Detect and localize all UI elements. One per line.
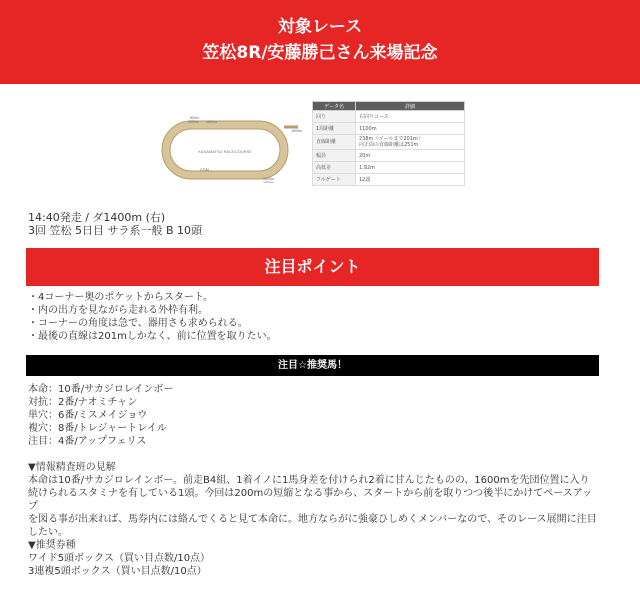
analysis-line: 続けられるスタミナを有している1頭。今回は200mの短縮となる事から、スタートから前を取りつつ後半にかけてペースアップ bbox=[28, 488, 592, 512]
points-list bbox=[28, 291, 277, 343]
ticket-item: 3連複5頭ボックス（買い目点数/10点） bbox=[28, 566, 207, 577]
analysis-line: したい。 bbox=[28, 527, 68, 538]
course-data-header-key: データ名 bbox=[313, 102, 356, 111]
analysis-line: 本命は10番/サカジロレインボー。前走B4組、1着イノに1馬身差を付けられ2着に甘んじたものの、1600mを先団位置に入り bbox=[28, 475, 590, 486]
header-title-line1: 対象レース bbox=[277, 17, 363, 37]
course-data-row bbox=[313, 135, 465, 150]
analysis-line: を図る事が出来れば、馬券内には絡んでくると見て本命に。地方ならがに強豪ひしめくメンバーなので、そのレース展開に注目 bbox=[28, 514, 597, 525]
course-label-goal: GOAL bbox=[200, 168, 210, 172]
course-data-key: 幅員 bbox=[313, 150, 356, 162]
race-info bbox=[28, 211, 202, 237]
course-data-value: 20m bbox=[356, 150, 465, 162]
course-label-2500: 2500m bbox=[263, 181, 274, 183]
course-data-header-row bbox=[313, 102, 465, 111]
points-list-item: ・内の出方を見ながら走れる外枠有利。 bbox=[28, 305, 208, 316]
course-map bbox=[160, 105, 302, 183]
course-data-row bbox=[313, 162, 465, 174]
course-data-value bbox=[356, 135, 465, 150]
pick-fukuana: 複穴：8番/トレジャートレイル bbox=[28, 423, 167, 434]
course-data-value: 1.92m bbox=[356, 162, 465, 174]
course-data-table bbox=[312, 101, 465, 186]
course-data-value-line: 向正面の直線距離は251m bbox=[359, 142, 419, 148]
points-list-item: ・4コーナー奥のポケットからスタート。 bbox=[28, 292, 213, 303]
analysis-body bbox=[28, 474, 600, 539]
course-label-1800: 1800m bbox=[206, 120, 217, 124]
pick-honmei: 本命：10番/サカジロレインボー bbox=[28, 384, 174, 395]
course-label-800: 800m bbox=[190, 116, 199, 120]
points-list-item: ・最後の直線は201mしかなく、前に位置を取りたい。 bbox=[28, 331, 277, 342]
pick-taikou: 対抗：2番/ナオミチャン bbox=[28, 397, 138, 408]
course-data-key: 回り bbox=[313, 111, 356, 123]
points-list-item: ・コーナーの角度は急で、器用さも求められる。 bbox=[28, 318, 248, 329]
tickets-section bbox=[28, 539, 210, 578]
picks-section-title: 注目☆推奨馬！ bbox=[26, 355, 599, 376]
course-data-value: 1100m bbox=[356, 123, 465, 135]
course-label-1400: 1400m bbox=[263, 177, 274, 181]
course-data-row bbox=[313, 111, 465, 123]
course-data-value: 12頭 bbox=[356, 174, 465, 186]
course-name-label: KASAMATSU RACECOURSE bbox=[198, 149, 252, 154]
analysis-section bbox=[28, 461, 600, 539]
course-label-1900: 1900m bbox=[188, 120, 199, 124]
analysis-heading: ▼情報精査班の見解 bbox=[28, 462, 116, 473]
course-data-value: 右回りコース bbox=[356, 111, 465, 123]
course-data-key: 高低差 bbox=[313, 162, 356, 174]
course-label-1600: 1600m bbox=[291, 129, 302, 133]
race-info-line2: 3回 笠松 5日目 サラ系一般 B 10頭 bbox=[28, 224, 203, 237]
picks-list bbox=[28, 383, 173, 448]
course-data-key: フルゲート bbox=[313, 174, 356, 186]
pick-tanana: 単穴：6番/ミスメイジョウ bbox=[28, 410, 148, 421]
course-data-key: 直線距離 bbox=[313, 135, 356, 150]
course-data-header-value: 詳細 bbox=[356, 102, 465, 111]
header-banner bbox=[0, 0, 640, 84]
race-info-line1: 14:40発走 / ダ1400m (右) bbox=[28, 211, 166, 224]
ticket-item: ワイド5頭ボックス（買い目点数/10点） bbox=[28, 553, 211, 564]
tickets-heading: ▼推奨券種 bbox=[28, 540, 76, 551]
course-data-value-line: 238m（ゴールまで201m） bbox=[359, 136, 423, 142]
header-title-line2: 笠松8R/安藤勝己さん来場記念 bbox=[202, 43, 438, 63]
points-section-title: 注目ポイント bbox=[26, 248, 599, 286]
course-data-row bbox=[313, 123, 465, 135]
course-data-row bbox=[313, 174, 465, 186]
pick-chuumoku: 注目：4番/アップフェリス bbox=[28, 436, 147, 447]
course-data-key: 1周距離 bbox=[313, 123, 356, 135]
course-data-row bbox=[313, 150, 465, 162]
